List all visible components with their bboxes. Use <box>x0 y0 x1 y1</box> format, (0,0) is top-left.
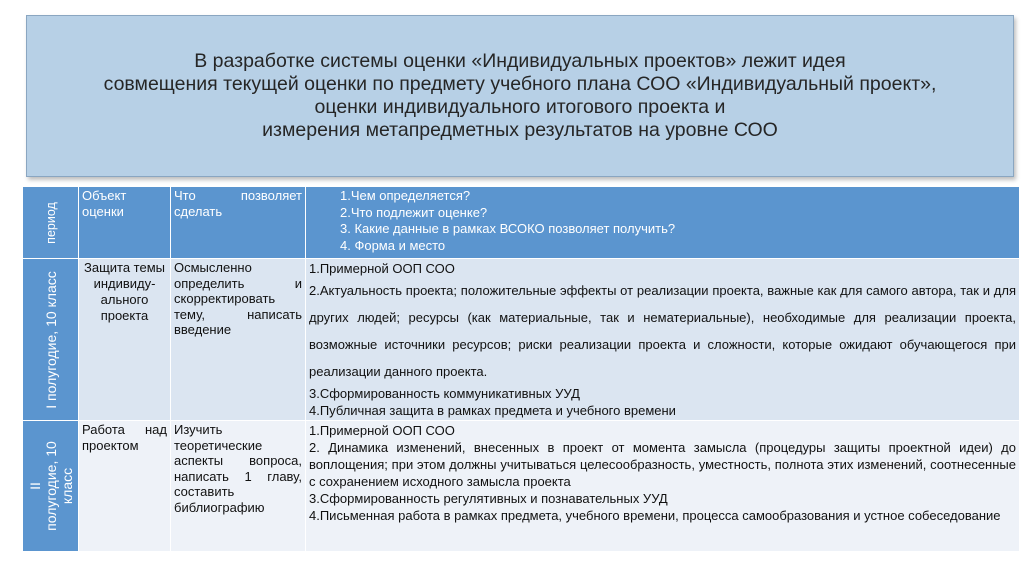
object-text: Защита темы индивиду-ального проекта <box>83 260 165 323</box>
period-label-line: класс <box>58 467 75 505</box>
criteria-item: 1.Примерной ООП СОО <box>309 423 455 438</box>
title-line: оценки индивидуального итогового проекта и <box>314 96 726 118</box>
header-question: 1.Чем определяется? <box>340 188 471 203</box>
header-object-cell <box>79 187 171 259</box>
period-cell <box>23 421 79 552</box>
object-text: Работа над проектом <box>82 422 167 453</box>
criteria-item: 4.Публичная защита в рамках предмета и учебного времени <box>309 403 676 418</box>
header-question: 2.Что подлежит оценке? <box>340 204 488 220</box>
criteria-item: 4.Письменная работа в рамках предмета, учебного времени, процесса самообразования и устное собеседование <box>309 508 1001 523</box>
period-cell <box>23 259 79 421</box>
criteria-item: 2.Актуальность проекта; положительные эффекты от реализации проекта, важные как для самого автора, так и для других людей; ресурсы (как материальные, так и нематериальные), необходимые для реализации проекта, возможные источники ресурсов; риски реализации проекта и сложности, которые ожидают обучающегося при реализации данного проекта. <box>309 283 1016 379</box>
criteria-item: 1.Примерной ООП СОО <box>309 261 455 276</box>
criteria-item: 3.Сформированность регулятивных и познавательных УУД <box>309 491 668 506</box>
header-object-label: Объект оценки <box>82 188 127 219</box>
criteria-item: 2. Динамика изменений, внесенных в проект от момента замысла (процедуры защиты проектной идеи) до воплощения; при этом должны учитываться целесообразность, уместность, полнота этих изменений, соотнесенные с сохранением исходного замысла проекта <box>309 440 1016 489</box>
title-line: В разработке системы оценки «Индивидуальных проектов» лежит идея <box>194 50 846 72</box>
header-question: 4. Форма и место <box>340 237 446 253</box>
assessment-table <box>22 186 1020 552</box>
object-cell <box>79 259 171 421</box>
header-what-cell <box>171 187 306 259</box>
what-text: Осмысленно определить и скорректировать тему, написать введение <box>174 260 302 337</box>
header-period-cell <box>23 187 79 259</box>
criteria-cell <box>306 421 1020 552</box>
title-line: совмещения текущей оценки по предмету учебного плана СОО «Индивидуальный проект», <box>103 73 937 95</box>
title-line: измерения метапредметных результатов на уровне СОО <box>262 119 778 141</box>
header-period-label: период <box>43 201 58 244</box>
what-cell <box>171 259 306 421</box>
header-what-label: Что позволяет сделать <box>174 188 302 219</box>
table-header-row <box>23 187 1020 259</box>
table-row <box>23 421 1020 552</box>
criteria-cell <box>306 259 1020 421</box>
object-cell <box>79 421 171 552</box>
what-text: Изучить теоретические аспекты вопроса, написать 1 главу, составить библиографию <box>174 422 302 515</box>
criteria-item: 3.Сформированность коммуникативных УУД <box>309 386 580 401</box>
table-row <box>23 259 1020 421</box>
header-question: 3. Какие данные в рамках ВСОКО позволяет получить? <box>340 221 676 236</box>
title-box <box>26 15 1014 177</box>
header-questions-cell <box>306 187 1020 259</box>
period-label-line: II <box>26 482 43 490</box>
period-label <box>27 441 75 531</box>
period-label: I полугодие, 10 класс <box>42 270 59 409</box>
period-label-line: полугодие, 10 <box>42 441 59 531</box>
what-cell <box>171 421 306 552</box>
